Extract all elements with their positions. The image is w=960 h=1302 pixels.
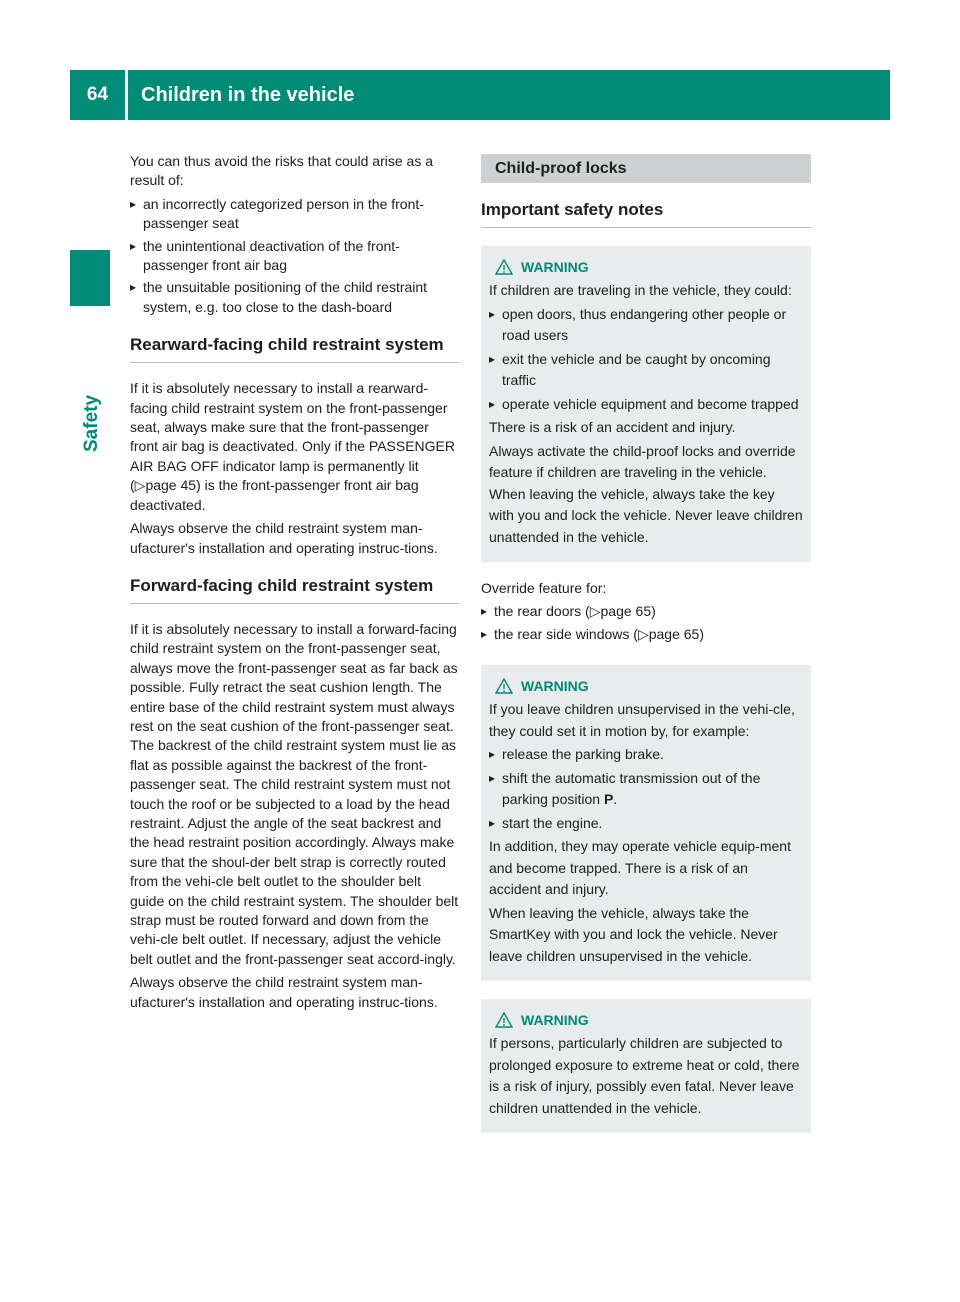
chapter-title: Children in the vehicle xyxy=(141,83,355,106)
warning-box xyxy=(481,246,811,562)
warning-title: WARNING xyxy=(521,678,589,695)
warning-title: WARNING xyxy=(521,1012,589,1029)
warning-text: Always activate the child-proof locks and override feature if children are traveling in the vehicle. When leaving the vehicle, always take the key with you and lock the vehicle. Never leave children unattended in the vehicle. xyxy=(489,442,803,545)
rearward-note: Always observe the child restraint system man-ufacturer's installation and operating instruc-tions. xyxy=(130,520,438,556)
warning-header xyxy=(489,677,803,695)
list-item: ▸ start the engine. xyxy=(489,813,803,835)
list-item: ▸ operate vehicle equipment and become trapped xyxy=(489,394,803,416)
page-number: 64 xyxy=(86,84,109,105)
forward-heading: Forward-facing child restraint system xyxy=(130,575,459,604)
warning-triangle-icon xyxy=(495,1012,513,1028)
list-item: ▸ exit the vehicle and be caught by oncoming traffic xyxy=(489,349,803,392)
list-item: ▸ release the parking brake. xyxy=(489,744,803,766)
warning-header xyxy=(489,258,803,276)
intro-paragraph: You can thus avoid the risks that could arise as a result of: xyxy=(130,153,433,189)
warning-box xyxy=(481,999,811,1133)
side-section-label xyxy=(77,380,117,460)
side-tab-marker xyxy=(70,250,110,306)
list-item: ▸ open doors, thus endangering other people or road users xyxy=(489,304,803,347)
list-item: ▸ the unintentional deactivation of the front-passenger front air bag xyxy=(130,237,459,276)
page-ref-icon: ▷ xyxy=(134,477,146,494)
warning-text: In addition, they may operate vehicle equip-ment and become trapped. There is a risk of an accident and injury. xyxy=(489,838,791,898)
warning-box xyxy=(481,665,811,981)
warning-text: If children are traveling in the vehicle, they could: xyxy=(489,282,792,298)
rearward-paragraph: If it is absolutely necessary to install a rearward-facing child restraint system on the front-passenger seat, always make sure that the front-passenger front air bag is deactivated. Only if the PASSENGER AIR BAG OFF indicator lamp is permanently lit (▷page 45) is the front-passenger front air bag deactivated. xyxy=(130,380,456,513)
list-item: ▸ an incorrectly categorized person in the front-passenger seat xyxy=(130,195,459,234)
rearward-heading: Rearward-facing child restraint system xyxy=(130,334,459,363)
override-section xyxy=(481,579,811,644)
list-item: ▸ the rear doors (▷page 65) xyxy=(481,602,811,621)
list-item: ▸ the unsuitable positioning of the child restraint system, e.g. too close to the dash-board xyxy=(130,278,459,317)
warning-text: If you leave children unsupervised in the vehi-cle, they could set it in motion by, for example: xyxy=(489,701,795,739)
right-column xyxy=(481,154,811,1133)
warning-header xyxy=(489,1011,803,1029)
override-intro: Override feature for: xyxy=(481,580,607,596)
forward-note: Always observe the child restraint system man-ufacturer's installation and operating instruc-tions. xyxy=(130,974,438,1010)
list-item: ▸ the rear side windows (▷page 65) xyxy=(481,625,811,644)
warning-text: There is a risk of an accident and injury. xyxy=(489,419,736,435)
warning-title: WARNING xyxy=(521,259,589,275)
page-ref-icon: ▷ xyxy=(589,603,601,620)
warning-text: When leaving the vehicle, always take the SmartKey with you and lock the vehicle. Never leave children unsupervised in the vehicle. xyxy=(489,904,778,964)
page-ref-link[interactable]: page 45 xyxy=(145,477,197,494)
page-ref-icon: ▷ xyxy=(637,625,649,642)
list-item: ▸ shift the automatic transmission out of the parking position P. xyxy=(489,768,803,811)
warning-triangle-icon xyxy=(495,259,513,275)
page-ref-link[interactable]: page 65 xyxy=(648,625,700,642)
side-section-label-text: Safety xyxy=(81,394,102,452)
warning-text: If persons, particularly children are subjected to prolonged exposure to extreme heat or cold, there is a risk of injury, possibly even fatal. Never leave children unattended in the vehicle. xyxy=(489,1035,800,1116)
forward-paragraph: If it is absolutely necessary to install a forward-facing child restraint system on the front-passenger seat, always move the front-passenger seat as far back as possible. Fully retract the seat cushion length. The entire base of the child restraint system must always rest on the seat cushion of the front-passenger seat. The backrest of the child restraint system must lie as flat as possible against the backrest of the front-passenger seat. The child restraint system must not touch the roof or be subjected to a load by the head restraint. Adjust the angle of the seat backrest and the head restraint position accordingly. Always make sure that the shoul-der belt strap is correctly routed from the vehi-cle belt outlet to the shoulder belt guide on the child restraint system. The shoulder belt strap must be routed forward and down from the vehi-cle belt outlet. If necessary, adjust the vehicle belt outlet and the front-passenger seat accord-ingly. xyxy=(130,620,459,967)
page-ref-link[interactable]: page 65 xyxy=(600,603,652,620)
header-separator xyxy=(125,70,128,120)
section-title-bar: Child-proof locks xyxy=(481,154,811,183)
left-column xyxy=(130,152,459,1016)
warning-triangle-icon xyxy=(495,678,513,694)
subheading: Important safety notes xyxy=(481,199,811,228)
